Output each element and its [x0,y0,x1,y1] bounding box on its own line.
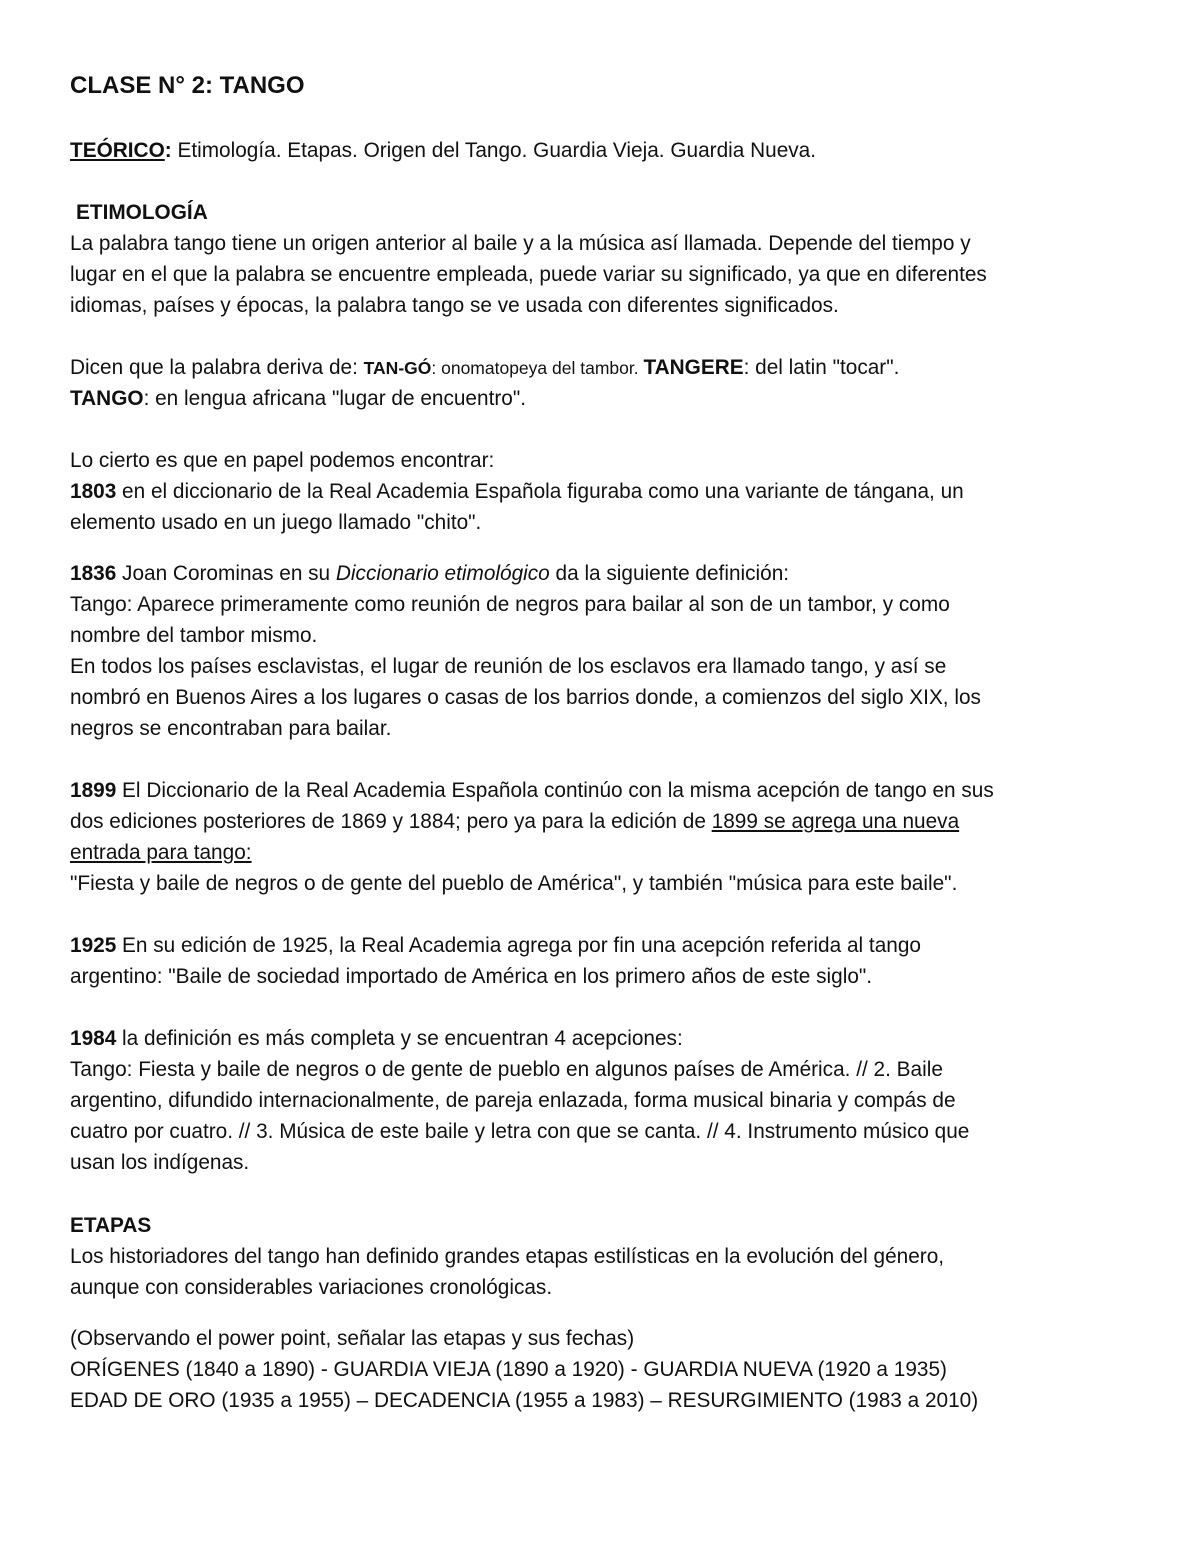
teorico-topics: Etimología. Etapas. Origen del Tango. Guardia Vieja. Guardia Nueva. [171,139,817,162]
entry-text: en el diccionario de la Real Academia Española figuraba como una variante de tángana, un [116,480,964,503]
entry-1836-line: nombró en Buenos Aires a los lugares o casas de los barrios donde, a comienzos del siglo XIX, los [70,686,981,709]
entry-1925-line: argentino: "Baile de sociedad importado de América en los primero años de este siglo". [70,965,873,988]
entry-1836-line: En todos los países esclavistas, el lugar de reunión de los esclavos era llamado tango, y así se [70,655,947,678]
entry-1984-line: cuatro por cuatro. // 3. Música de este baile y letra con que se canta. // 4. Instrumento músico que [70,1120,970,1143]
entry-1836-line: nombre del tambor mismo. [70,624,318,647]
entry-1984-line: usan los indígenas. [70,1151,250,1174]
entry-1899-line [70,778,994,804]
entry-year: 1925 [70,934,117,957]
etapas-heading: ETAPAS [70,1214,152,1237]
entry-year: 1836 [70,562,117,585]
entry-text: la definición es más completa y se encuentran 4 acepciones: [116,1027,683,1050]
derivation-line [70,355,899,381]
derivation-term-tango-onomatopeya: TAN-GÓ [363,358,432,378]
entry-1803-line: elemento usado en un juego llamado "chito". [70,511,482,534]
entry-text: En su edición de 1925, la Real Academia agrega por fin una acepción referida al tango [116,934,921,957]
entry-1925-line [70,933,921,959]
etapas-paragraph-line: Los historiadores del tango han definido grandes etapas estilísticas en la evolución del género, [70,1245,945,1268]
etapas-paragraph-line: aunque con considerables variaciones cronológicas. [70,1276,553,1299]
etapas-timeline-line: EDAD DE ORO (1935 a 1955) – DECADENCIA (1955 a 1983) – RESURGIMIENTO (1983 a 2010) [70,1389,979,1412]
derivation-term-tango: TANGO [70,387,144,410]
entry-year: 1984 [70,1027,117,1050]
derivation-line [70,386,526,412]
teorico-line [70,138,816,164]
entry-1836-line: negros se encontraban para bailar. [70,717,392,740]
teorico-label: TEÓRICO [70,139,165,162]
entry-1984-line [70,1026,683,1052]
book-title: Diccionario etimológico [335,562,550,585]
derivation-definition: : del latin "tocar". [743,356,900,379]
etapas-timeline-line: ORÍGENES (1840 a 1890) - GUARDIA VIEJA (1890 a 1920) - GUARDIA NUEVA (1920 a 1935) [70,1358,947,1381]
entry-text: dos ediciones posteriores de 1869 y 1884; pero ya para la edición de [70,810,712,833]
entry-text: da la siguiente definición: [549,562,790,585]
etimologia-paragraph-line: idiomas, países y épocas, la palabra tango se ve usada con diferentes significados. [70,294,839,317]
entry-1899-line [70,809,959,835]
entry-1899-line: "Fiesta y baile de negros o de gente del pueblo de América", y también "música para este baile". [70,872,958,895]
entry-1803-line [70,479,964,505]
underlined-text: entrada para tango: [70,841,252,864]
entry-year: 1803 [70,480,117,503]
etimologia-paragraph-line: lugar en el que la palabra se encuentre empleada, puede variar su significado, ya que en diferentes [70,263,987,286]
etapas-instruction: (Observando el power point, señalar las etapas y sus fechas) [70,1327,635,1350]
derivation-term-tangere: TANGERE [643,356,744,379]
entry-1984-line: Tango: Fiesta y baile de negros o de gente de pueblo en algunos países de América. // 2. Baile [70,1058,943,1081]
derivation-intro: Dicen que la palabra deriva de: [70,356,364,379]
derivation-definition: : en lengua africana "lugar de encuentro". [143,387,526,410]
teorico-colon: : [164,139,172,162]
entry-1836-line: Tango: Aparece primeramente como reunión de negros para bailar al son de un tambor, y como [70,593,950,616]
paper-intro: Lo cierto es que en papel podemos encontrar: [70,449,495,472]
entry-1836-line [70,561,789,587]
entry-text: El Diccionario de la Real Academia Española continúo con la misma acepción de tango en sus [116,779,994,802]
underlined-text: 1899 se agrega una nueva [711,810,960,833]
entry-1984-line: argentino, difundido internacionalmente, de pareja enlazada, forma musical binaria y compás de [70,1089,956,1112]
derivation-definition: : onomatopeya del tambor. [431,358,644,378]
entry-text: Joan Corominas en su [116,562,336,585]
document-title: CLASE N° 2: TANGO [70,72,305,99]
entry-year: 1899 [70,779,117,802]
etimologia-heading: ETIMOLOGÍA [76,201,208,224]
etimologia-paragraph-line: La palabra tango tiene un origen anterior al baile y a la música así llamada. Depende del tiempo y [70,232,971,255]
